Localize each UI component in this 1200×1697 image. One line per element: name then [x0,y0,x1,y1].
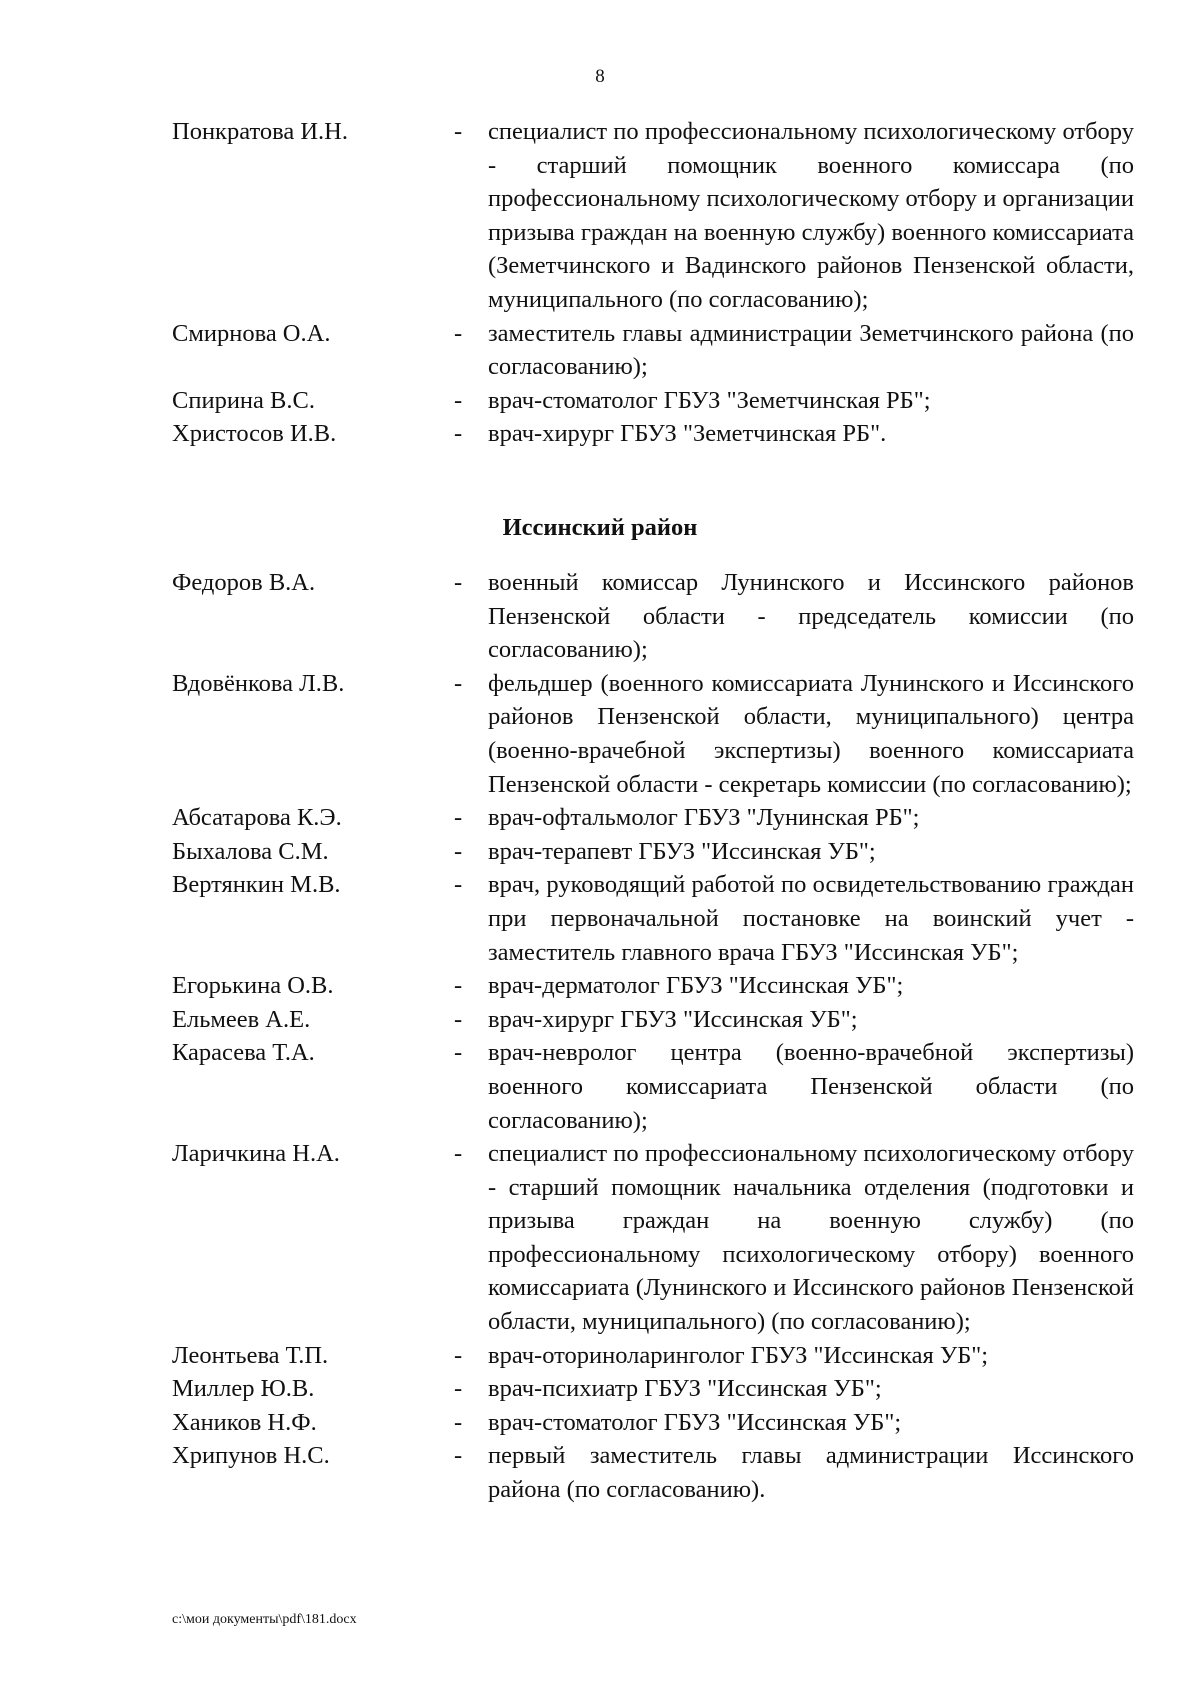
dash-separator: - [454,319,463,347]
member-row [172,384,1134,418]
member-name: Смирнова О.А. [172,319,331,347]
member-name: Миллер Ю.В. [172,1375,315,1403]
member-row [172,1339,1134,1373]
member-position: врач-стоматолог ГБУЗ "Земетчинская РБ"; [488,386,931,414]
member-row [172,1406,1134,1440]
member-row [172,417,1134,451]
member-row [172,868,1134,969]
dash-separator: - [454,1341,463,1369]
dash-separator: - [454,1140,463,1168]
member-name: Егорькина О.В. [172,972,334,1000]
dash-separator: - [454,669,463,697]
dash-separator: - [454,1442,463,1470]
member-name: Абсатарова К.Э. [172,804,342,832]
member-position: врач-офтальмолог ГБУЗ "Лунинская РБ"; [488,804,920,832]
member-name: Быхалова С.М. [172,837,329,865]
member-position: специалист по профессиональному психологическому отбору - старший помощник начальника отделения (подготовки и призыва граждан на военную службу) (по профессиональному психологическому отбору) военного комиссариата (Лунинского и Иссинского районов Пензенской области, муниципального) (по согласованию); [488,1140,1134,1336]
member-position: врач-стоматолог ГБУЗ "Иссинская УБ"; [488,1408,902,1436]
member-row [172,566,1134,667]
section-heading-issinsky: Иссинский район [502,514,698,541]
member-name: Федоров В.А. [172,569,316,596]
member-name: Христосов И.В. [172,420,337,448]
member-name: Вертянкин М.В. [172,871,341,899]
dash-separator: - [454,118,463,145]
member-row [172,1372,1134,1406]
page-number: 8 [595,66,605,87]
member-row [172,801,1134,835]
dash-separator: - [454,420,463,448]
dash-separator: - [454,386,463,414]
dash-separator: - [454,871,463,899]
member-name: Леонтьева Т.П. [172,1341,329,1369]
member-name: Карасева Т.А. [172,1039,315,1067]
dash-separator: - [454,972,463,1000]
member-row [172,835,1134,869]
member-row [172,317,1134,384]
member-position: фельдшер (военного комиссариата Лунинского и Иссинского районов Пензенской области, муниципального) центра (военно-врачебной экспертизы) военного комиссариата Пензенской области - секретарь комиссии (по согласованию); [488,669,1134,798]
member-row [172,115,1134,317]
member-name: Ларичкина Н.А. [172,1140,340,1168]
member-position: врач-терапевт ГБУЗ "Иссинская УБ"; [488,837,876,865]
member-name: Вдовёнкова Л.В. [172,669,345,697]
member-name: Хаников Н.Ф. [172,1408,317,1436]
dash-separator: - [454,569,463,596]
member-row [172,1439,1134,1506]
member-name: Понкратова И.Н. [172,118,348,145]
member-row [172,1003,1134,1037]
dash-separator: - [454,1005,463,1033]
member-name: Хрипунов Н.С. [172,1442,330,1470]
member-row [172,969,1134,1003]
dash-separator: - [454,1039,463,1067]
dash-separator: - [454,837,463,865]
commission-members-zemetchinsky [172,115,1134,451]
dash-separator: - [454,1408,463,1436]
member-row [172,667,1134,801]
commission-members-issinsky [172,566,1134,1507]
member-position: врач-хирург ГБУЗ "Земетчинская РБ". [488,420,887,448]
member-row [172,1137,1134,1339]
member-row [172,1036,1134,1137]
member-name: Ельмеев А.Е. [172,1005,311,1033]
member-position: врач-оториноларинголог ГБУЗ "Иссинская УБ"; [488,1341,989,1369]
dash-separator: - [454,1375,463,1403]
file-path-footer: c:\мои документы\pdf\181.docx [172,1612,357,1627]
member-position: врач-невролог центра (военно-врачебной экспертизы) военного комиссариата Пензенской области (по согласованию); [488,1039,1134,1134]
member-position: врач-хирург ГБУЗ "Иссинская УБ"; [488,1005,858,1033]
member-position: военный комиссар Лунинского и Иссинского районов Пензенской области - председатель комиссии (по согласованию); [488,569,1134,664]
member-name: Спирина В.С. [172,386,315,414]
member-position: врач-дерматолог ГБУЗ "Иссинская УБ"; [488,972,904,1000]
member-position: специалист по профессиональному психологическому отбору - старший помощник военного комиссара (по профессиональному психологическому отбору и организации призыва граждан на военную службу) военного комиссариата (Земетчинского и Вадинского районов Пензенской области, муниципального (по согласованию); [488,118,1134,313]
member-position: первый заместитель главы администрации Иссинского района (по согласованию). [488,1442,1134,1504]
dash-separator: - [454,804,463,832]
member-position: заместитель главы администрации Земетчинского района (по согласованию); [488,319,1134,381]
member-position: врач-психиатр ГБУЗ "Иссинская УБ"; [488,1375,882,1403]
member-position: врач, руководящий работой по освидетельствованию граждан при первоначальной постановке на воинский учет - заместитель главного врача ГБУЗ "Иссинская УБ"; [488,871,1134,966]
